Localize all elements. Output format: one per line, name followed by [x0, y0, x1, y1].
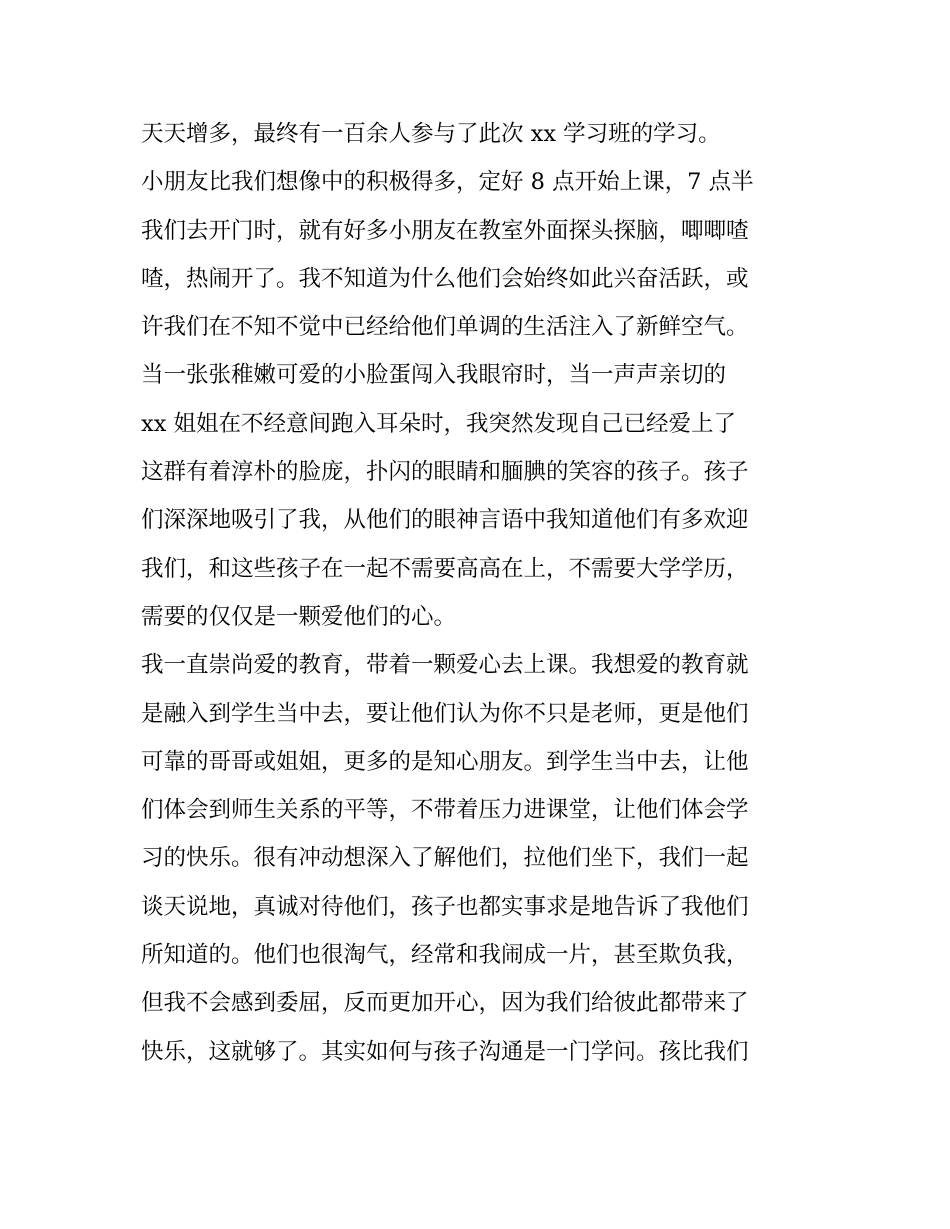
- text-line: 天天增多，最终有一百余人参与了此次 xx 学习班的学习。: [141, 121, 721, 147]
- text-line: 是融入到学生当中去，要让他们认为你不只是老师，更是他们: [141, 700, 749, 727]
- text-line: 我们，和这些孩子在一起不需要高高在上，不需要大学学历，: [141, 555, 749, 582]
- text-line: 我一直崇尚爱的教育，带着一颗爱心去上课。我想爱的教育就: [141, 652, 749, 679]
- text-line: 当一张张稚嫩可爱的小脸蛋闯入我眼帘时，当一声声亲切的: [141, 362, 727, 389]
- text-line: 快乐，这就够了。其实如何与孩子沟通是一门学问。孩比我们: [141, 1038, 749, 1065]
- text-line: 但我不会感到委屈，反而更加开心，因为我们给彼此都带来了: [141, 990, 749, 1017]
- text-line: xx 姐姐在不经意间跑入耳朵时，我突然发现自己已经爱上了: [141, 410, 737, 437]
- text-line: 我们去开门时，就有好多小朋友在教室外面探头探脑，唧唧喳: [141, 217, 749, 244]
- text-line: 习的快乐。很有冲动想深入了解他们，拉他们坐下，我们一起: [141, 845, 749, 872]
- text-line: 需要的仅仅是一颗爱他们的心。: [141, 603, 457, 630]
- text-line: 所知道的。他们也很淘气，经常和我闹成一片，甚至欺负我，: [141, 942, 749, 969]
- text-line: 们深深地吸引了我，从他们的眼神言语中我知道他们有多欢迎: [141, 507, 749, 534]
- text-line: 谈天说地，真诚对待他们，孩子也都实事求是地告诉了我他们: [141, 893, 749, 920]
- text-line: 许我们在不知不觉中已经给他们单调的生活注入了新鲜空气。: [141, 314, 749, 341]
- text-line: 可靠的哥哥或姐姐，更多的是知心朋友。到学生当中去，让他: [141, 748, 749, 775]
- body-text: [141, 110, 821, 1076]
- text-line: 们体会到师生关系的平等，不带着压力进课堂，让他们体会学: [141, 797, 749, 824]
- text-line: 这群有着淳朴的脸庞，扑闪的眼睛和腼腆的笑容的孩子。孩子: [141, 459, 749, 486]
- text-line: 小朋友比我们想像中的积极得多，定好 8 点开始上课，7 点半: [141, 169, 754, 196]
- text-line: 喳，热闹开了。我不知道为什么他们会始终如此兴奋活跃，或: [141, 265, 749, 292]
